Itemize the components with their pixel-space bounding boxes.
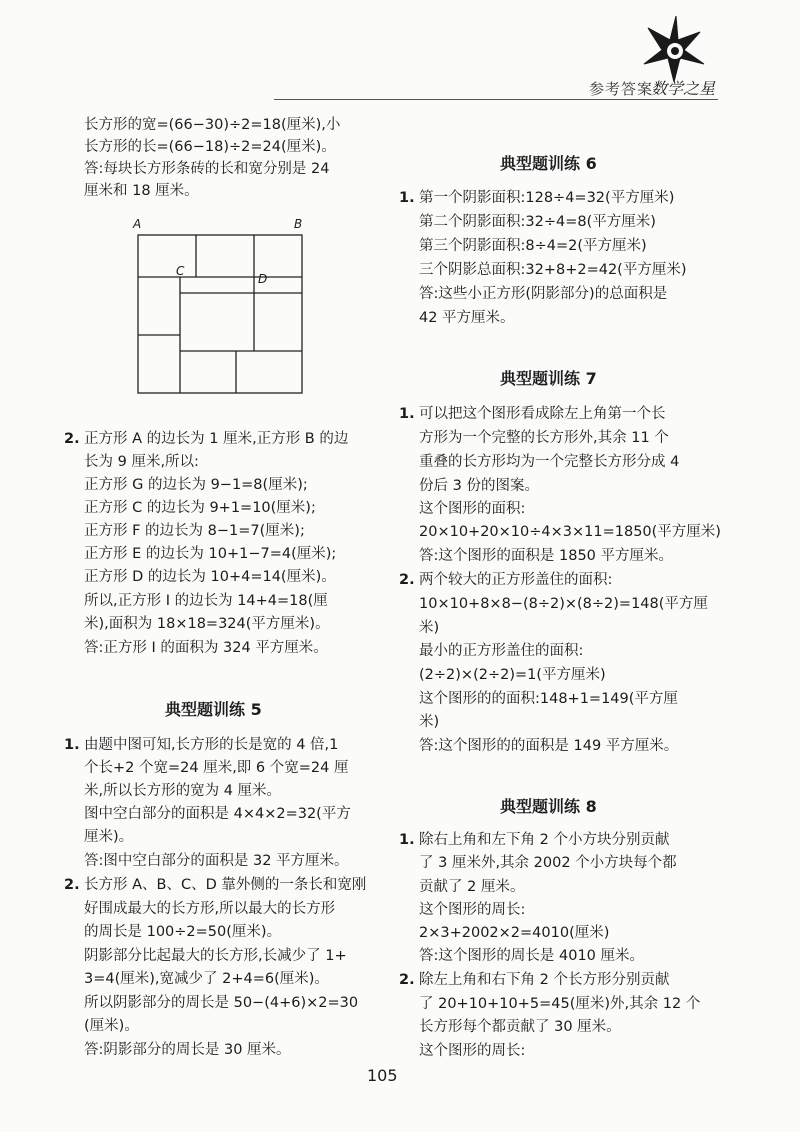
section-title: 典型题训练 7 — [500, 369, 597, 388]
text-line: 答:阴影部分的周长是 30 厘米。 — [84, 1042, 291, 1058]
text-line: 米) — [419, 714, 440, 730]
text-line: 的周长是 100÷2=50(厘米)。 — [84, 924, 282, 940]
figure-label-b: B — [294, 217, 303, 231]
header-divider — [274, 99, 718, 100]
text-line: 米,所以长方形的宽为 4 厘米。 — [84, 783, 282, 799]
star-emblem-icon — [638, 14, 708, 84]
question-number: 1. — [399, 190, 415, 206]
section-title: 典型题训练 8 — [500, 797, 597, 816]
text-line: 20×10+20×10÷4×3×11=1850(平方厘米) — [419, 524, 721, 540]
text-line: 正方形 G 的边长为 9−1=8(厘米); — [84, 477, 308, 493]
text-line: 长为 9 厘米,所以: — [84, 454, 199, 470]
text-line: 正方形 A 的边长为 1 厘米,正方形 B 的边 — [84, 431, 349, 447]
text-line: 两个较大的正方形盖住的面积: — [419, 572, 613, 588]
text-line: 正方形 F 的边长为 8−1=7(厘米); — [84, 523, 305, 539]
text-line: 个长+2 个宽=24 厘米,即 6 个宽=24 厘 — [84, 760, 349, 776]
text-line: 42 平方厘米。 — [419, 310, 515, 326]
text-line: 最小的正方形盖住的面积: — [419, 643, 584, 659]
text-line: 了 20+10+10+5=45(厘米)外,其余 12 个 — [419, 996, 701, 1012]
text-line: 答:这个图形的面积是 1850 平方厘米。 — [419, 548, 674, 564]
text-line: 三个阴影总面积:32+8+2=42(平方厘米) — [419, 262, 687, 278]
figure-label-a: A — [133, 217, 142, 231]
text-line: 厘米)。 — [84, 829, 134, 845]
text-line: 正方形 E 的边长为 10+1−7=4(厘米); — [84, 546, 337, 562]
text-line: 答:每块长方形条砖的长和宽分别是 24 — [84, 161, 330, 177]
text-line: 答:图中空白部分的面积是 32 平方厘米。 — [84, 853, 349, 869]
figure-label-c: C — [176, 264, 185, 278]
text-line: 所以,正方形 I 的边长为 14+4=18(厘 — [84, 593, 328, 609]
text-line: 图中空白部分的面积是 4×4×2=32(平方 — [84, 806, 351, 822]
tiling-diagram — [120, 215, 320, 405]
text-line: 正方形 C 的边长为 9+1=10(厘米); — [84, 500, 316, 516]
section-title: 典型题训练 5 — [165, 700, 262, 719]
text-line: 厘米和 18 厘米。 — [84, 183, 199, 199]
text-line: 阴影部分比起最大的长方形,长减少了 1+ — [84, 948, 347, 964]
section-title: 典型题训练 6 — [500, 154, 597, 173]
text-line: 2×3+2002×2=4010(厘米) — [419, 925, 610, 941]
text-line: 米),面积为 18×18=324(平方厘米)。 — [84, 616, 330, 632]
text-line: 长方形的长=(66−18)÷2=24(厘米)。 — [84, 139, 336, 155]
text-line: 第一个阴影面积:128÷4=32(平方厘米) — [419, 190, 675, 206]
text-line: 贡献了 2 厘米。 — [419, 879, 525, 895]
text-line: 第二个阴影面积:32÷4=8(平方厘米) — [419, 214, 656, 230]
question-number: 2. — [64, 877, 80, 893]
question-number: 2. — [399, 972, 415, 988]
text-line: 所以阴影部分的周长是 50−(4+6)×2=30 — [84, 995, 359, 1011]
text-line: 可以把这个图形看成除左上角第一个长 — [419, 406, 666, 422]
text-line: 除左上角和右下角 2 个长方形分别贡献 — [419, 972, 670, 988]
text-line: 好围成最大的长方形,所以最大的长方形 — [84, 901, 336, 917]
text-line: 这个图形的周长: — [419, 1043, 526, 1059]
text-line: 第三个阴影面积:8÷4=2(平方厘米) — [419, 238, 647, 254]
text-line: 这个图形的周长: — [419, 902, 526, 918]
text-line: 正方形 D 的边长为 10+4=14(厘米)。 — [84, 569, 336, 585]
text-line: 答:这些小正方形(阴影部分)的总面积是 — [419, 286, 668, 302]
text-line: 长方形每个都贡献了 30 厘米。 — [419, 1019, 621, 1035]
page-header — [0, 0, 800, 100]
text-line: 了 3 厘米外,其余 2002 个小方块每个都 — [419, 855, 677, 871]
question-number: 1. — [399, 406, 415, 422]
figure-label-d: D — [258, 272, 268, 286]
text-line: 答:这个图形的的面积是 149 平方厘米。 — [419, 738, 679, 754]
text-line: 答:正方形 I 的面积为 324 平方厘米。 — [84, 640, 328, 656]
text-line: 长方形 A、B、C、D 靠外侧的一条长和宽刚 — [84, 877, 367, 893]
text-line: 这个图形的的面积:148+1=149(平方厘 — [419, 691, 678, 707]
question-number: 1. — [399, 832, 415, 848]
question-number: 2. — [399, 572, 415, 588]
text-line: (厘米)。 — [84, 1018, 139, 1034]
text-line: 3=4(厘米),宽减少了 2+4=6(厘米)。 — [84, 971, 329, 987]
page-number: 105 — [367, 1066, 398, 1085]
text-line: 答:这个图形的周长是 4010 厘米。 — [419, 948, 645, 964]
text-line: 长方形的宽=(66−30)÷2=18(厘米),小 — [84, 117, 341, 133]
text-line: 方形为一个完整的长方形外,其余 11 个 — [419, 430, 669, 446]
text-line: 10×10+8×8−(8÷2)×(8÷2)=148(平方厘 — [419, 596, 708, 612]
text-line: 份后 3 份的图案。 — [419, 478, 539, 494]
text-line: (2÷2)×(2÷2)=1(平方厘米) — [419, 667, 606, 683]
text-line: 重叠的长方形均为一个完整长方形分成 4 — [419, 454, 680, 470]
text-line: 除右上角和左下角 2 个小方块分别贡献 — [419, 832, 670, 848]
header-brand: 数学之星 — [651, 79, 716, 98]
text-line: 这个图形的面积: — [419, 501, 526, 517]
text-line: 由题中图可知,长方形的长是宽的 4 倍,1 — [84, 737, 339, 753]
text-line: 米) — [419, 620, 440, 636]
question-number: 1. — [64, 737, 80, 753]
question-number: 2. — [64, 431, 80, 447]
header-label: 参考答案 — [589, 80, 654, 98]
